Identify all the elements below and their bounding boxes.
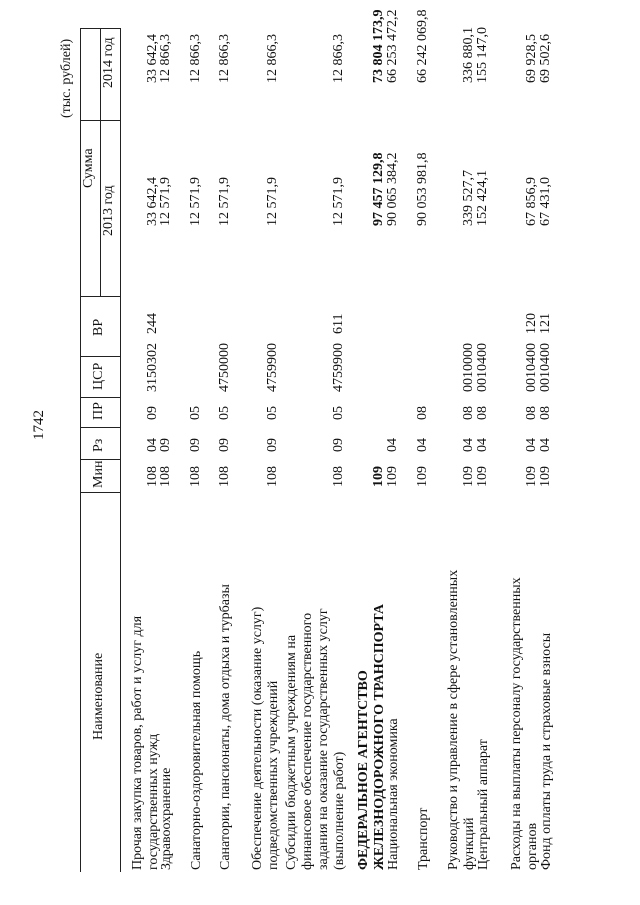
- row-name: [130, 498, 162, 870]
- cell-rz: 04: [524, 438, 539, 452]
- row-name: [356, 498, 388, 870]
- row-name-line: функций: [462, 817, 477, 870]
- header-rz: Рз: [91, 438, 106, 452]
- row-name-line: Здравоохранение: [159, 767, 174, 870]
- cell-csr: 0010400: [524, 343, 539, 392]
- header-vr: ВР: [91, 318, 106, 336]
- cell-csr: 3150302: [145, 343, 160, 392]
- cell-rz: 09: [158, 438, 173, 452]
- row-name-line: Центральный аппарат: [476, 739, 491, 870]
- cell-y2014: 155 147,0: [475, 27, 490, 83]
- row-name-line: задания на оказание государственных услуг: [316, 608, 331, 870]
- cell-y2013: 339 527,7: [461, 170, 476, 226]
- cell-min: 109: [371, 466, 386, 487]
- cell-y2014: 66 253 472,2: [385, 9, 400, 83]
- cell-csr: 0010400: [475, 343, 490, 392]
- header-sum: Сумма: [81, 148, 96, 188]
- cell-y2014: 12 866,3: [217, 34, 232, 83]
- header-name: Наименование: [91, 652, 106, 740]
- header-2014: 2014 год: [101, 37, 116, 88]
- cell-vr: 121: [538, 313, 553, 334]
- row-name: [416, 498, 432, 870]
- row-name-line: государственных нужд: [146, 733, 161, 870]
- row-name: [284, 498, 348, 870]
- row-name-line: Обеспечение деятельности (оказание услуг): [250, 606, 265, 870]
- cell-y2013: 12 571,9: [217, 177, 232, 226]
- cell-y2013: 152 424,1: [475, 170, 490, 226]
- row-name: [509, 498, 541, 870]
- row-name-line: Национальная экономика: [386, 718, 401, 870]
- cell-y2013: 97 457 129,8: [371, 152, 386, 226]
- row-name: [446, 498, 478, 870]
- cell-y2014: 33 642,4: [145, 34, 160, 83]
- cell-min: 109: [475, 466, 490, 487]
- header-min: Мин: [91, 460, 106, 488]
- cell-min: 109: [385, 466, 400, 487]
- row-name-line: ФЕДЕРАЛЬНОЕ АГЕНТСТВО: [356, 670, 371, 870]
- cell-min: 108: [158, 466, 173, 487]
- cell-pr: 09: [145, 406, 160, 420]
- cell-y2013: 67 856,9: [524, 177, 539, 226]
- cell-y2014: 12 866,3: [331, 34, 346, 83]
- row-name-line: органов: [525, 822, 540, 870]
- cell-y2013: 67 431,0: [538, 177, 553, 226]
- cell-y2014: 69 502,6: [538, 34, 553, 83]
- cell-min: 108: [217, 466, 232, 487]
- page-number: 1742: [31, 410, 47, 440]
- row-name: [539, 498, 555, 870]
- cell-y2013: 12 571,9: [158, 177, 173, 226]
- row-name-line: Руководство и управление в сфере установленных: [446, 569, 461, 870]
- cell-pr: 05: [331, 406, 346, 420]
- row-name-line: (выполнение работ): [332, 751, 347, 870]
- cell-csr: 4759900: [331, 343, 346, 392]
- cell-csr: 0010000: [461, 343, 476, 392]
- cell-y2014: 69 928,5: [524, 34, 539, 83]
- cell-csr: 0010400: [538, 343, 553, 392]
- cell-rz: 04: [145, 438, 160, 452]
- row-name: [386, 498, 402, 870]
- cell-min: 109: [415, 466, 430, 487]
- row-name-line: Расходы на выплаты персоналу государственных: [509, 577, 524, 870]
- cell-y2014: 336 880,1: [461, 27, 476, 83]
- cell-pr: 08: [475, 406, 490, 420]
- cell-vr: 244: [145, 313, 160, 334]
- row-name-line: ЖЕЛЕЗНОДОРОЖНОГО ТРАНСПОРТА: [372, 604, 387, 870]
- cell-rz: 04: [415, 438, 430, 452]
- header-pr: ПР: [91, 402, 106, 420]
- cell-y2014: 12 866,3: [158, 34, 173, 83]
- cell-y2013: 90 065 384,2: [385, 152, 400, 226]
- header-2013: 2013 год: [101, 185, 116, 236]
- row-name: [250, 498, 282, 870]
- cell-y2013: 12 571,9: [188, 177, 203, 226]
- row-name-line: подведомственных учреждений: [266, 680, 281, 870]
- cell-rz: 04: [385, 438, 400, 452]
- cell-rz: 09: [331, 438, 346, 452]
- cell-pr: 05: [188, 406, 203, 420]
- cell-rz: 04: [475, 438, 490, 452]
- cell-min: 108: [265, 466, 280, 487]
- row-name: [159, 498, 175, 870]
- cell-rz: 09: [188, 438, 203, 452]
- cell-y2013: 12 571,9: [265, 177, 280, 226]
- cell-y2014: 12 866,3: [265, 34, 280, 83]
- row-name-line: Прочая закупка товаров, работ и услуг для: [130, 615, 145, 870]
- row-name: [476, 498, 492, 870]
- row-name: [189, 498, 205, 870]
- cell-y2014: 73 804 173,9: [371, 9, 386, 83]
- cell-min: 109: [524, 466, 539, 487]
- cell-rz: 04: [461, 438, 476, 452]
- row-name-line: Субсидии бюджетным учреждениям на: [284, 634, 299, 870]
- row-name-line: Санаторно-оздоровительная помощь: [189, 650, 204, 870]
- cell-min: 108: [145, 466, 160, 487]
- cell-y2013: 12 571,9: [331, 177, 346, 226]
- header-csr: ЦСР: [91, 362, 106, 390]
- cell-y2014: 12 866,3: [188, 34, 203, 83]
- cell-pr: 08: [538, 406, 553, 420]
- row-name-line: Санатории, пансионаты, дома отдыха и турбазы: [218, 584, 233, 870]
- cell-vr: 611: [331, 313, 346, 334]
- row-name-line: финансовое обеспечение государственного: [300, 612, 315, 870]
- cell-rz: 09: [217, 438, 232, 452]
- row-name-line: Транспорт: [416, 807, 431, 870]
- cell-pr: 08: [415, 406, 430, 420]
- row-name-line: Фонд оплаты труда и страховые взносы: [539, 632, 554, 870]
- cell-pr: 05: [217, 406, 232, 420]
- units-label: (тыс. рублей): [59, 38, 74, 118]
- cell-pr: 08: [461, 406, 476, 420]
- cell-min: 109: [461, 466, 476, 487]
- cell-min: 109: [538, 466, 553, 487]
- row-name: [218, 498, 234, 870]
- cell-rz: 04: [538, 438, 553, 452]
- cell-min: 108: [331, 466, 346, 487]
- cell-csr: 4750000: [217, 343, 232, 392]
- cell-y2013: 90 053 981,8: [415, 152, 430, 226]
- cell-csr: 4759900: [265, 343, 280, 392]
- cell-pr: 08: [524, 406, 539, 420]
- cell-rz: 09: [265, 438, 280, 452]
- cell-vr: 120: [524, 313, 539, 334]
- cell-y2013: 33 642,4: [145, 177, 160, 226]
- cell-pr: 05: [265, 406, 280, 420]
- cell-min: 108: [188, 466, 203, 487]
- cell-y2014: 66 242 069,8: [415, 9, 430, 83]
